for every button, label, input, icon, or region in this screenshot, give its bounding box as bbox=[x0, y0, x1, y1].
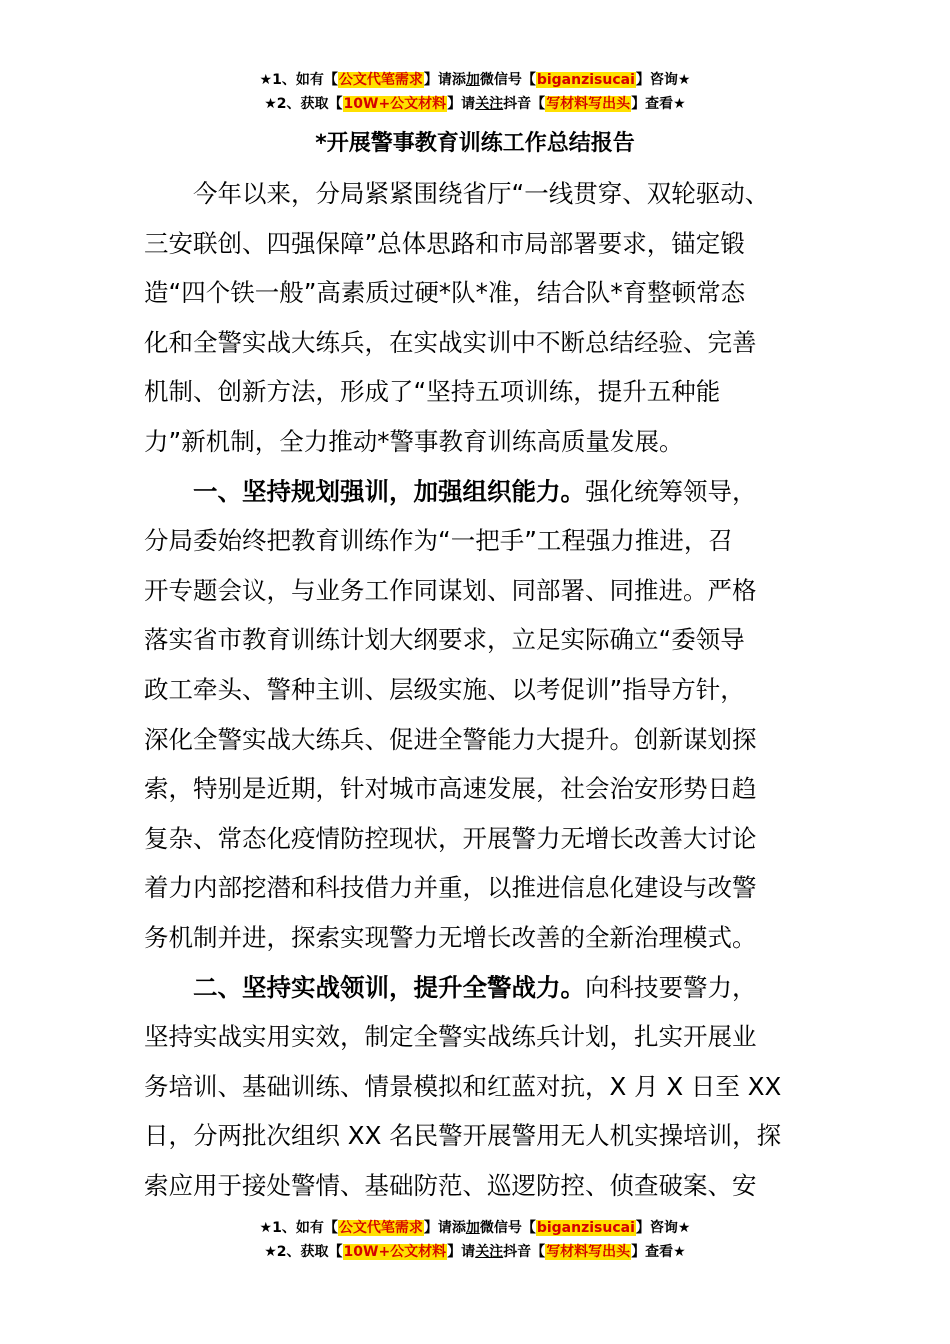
banner-text: 】请添 bbox=[423, 1220, 466, 1236]
banner-text: 】请 bbox=[447, 1244, 476, 1260]
line-text: 复杂、常态化疫情防控现状，开展警力无增长改善大讨论 bbox=[144, 823, 757, 853]
banner-text: 】查看★ bbox=[631, 96, 686, 112]
text-line bbox=[144, 1111, 814, 1161]
text-line bbox=[144, 268, 814, 318]
text-line bbox=[144, 665, 814, 715]
document-title: *开展警事教育训练工作总结报告 bbox=[315, 131, 635, 156]
document-body bbox=[144, 169, 814, 1210]
banner-text: ★1、如有【 bbox=[259, 72, 338, 88]
banner-text: ★1、如有【 bbox=[259, 1220, 338, 1236]
line-text: 着力内部挖潜和科技借力并重，以推进信息化建设与改警 bbox=[144, 873, 757, 903]
banner-underlined-text: 关注 bbox=[475, 96, 504, 112]
line-text: 务机制并进，探索实现警力无增长改善的全新治理模式。 bbox=[144, 922, 757, 952]
text-line bbox=[144, 1161, 814, 1211]
line-text: 分局委始终把教育训练作为“一把手”工程强力推进，召 bbox=[144, 526, 733, 556]
banner-highlight: biganzisucai bbox=[536, 1220, 635, 1236]
banner-underlined-text: 加 bbox=[465, 72, 480, 88]
line-text: 务培训、基础训练、情景模拟和红蓝对抗，X 月 X 日至 XX bbox=[144, 1071, 782, 1101]
banner-line-2 bbox=[0, 92, 950, 116]
line-text: 政工牵头、警种主训、层级实施、以考促训”指导方针， bbox=[144, 674, 745, 704]
footer-banner bbox=[0, 1216, 950, 1264]
banner-highlight: biganzisucai bbox=[536, 72, 635, 88]
section-heading: 二、坚持实战领训，提升全警战力。 bbox=[193, 972, 585, 1002]
text-line bbox=[144, 1062, 814, 1112]
text-line bbox=[144, 963, 814, 1013]
text-line bbox=[144, 318, 814, 368]
banner-underlined-text: 关注 bbox=[475, 1244, 504, 1260]
banner-text: 】咨询★ bbox=[635, 72, 691, 88]
banner-highlight: 公文代笔需求 bbox=[338, 72, 423, 88]
text-line bbox=[144, 1012, 814, 1062]
line-text: 索应用于接处警情、基础防范、巡逻防控、侦查破案、安 bbox=[144, 1170, 757, 1200]
banner-text: 】请添 bbox=[423, 72, 466, 88]
banner-text: 抖音【 bbox=[503, 96, 546, 112]
text-line bbox=[144, 764, 814, 814]
text-line bbox=[144, 715, 814, 765]
text-line bbox=[144, 566, 814, 616]
line-text: 落实省市教育训练计划大纲要求，立足实际确立“委领导 bbox=[144, 625, 745, 655]
line-text: 造“四个铁一般”高素质过硬*队*准，结合队*育整顿常态 bbox=[144, 278, 746, 308]
banner-text: 微信号【 bbox=[479, 1220, 536, 1236]
banner-text: 】请 bbox=[447, 96, 476, 112]
line-text: 今年以来，分局紧紧围绕省厅“一线贯穿、双轮驱动、 bbox=[193, 179, 770, 208]
text-line bbox=[144, 863, 814, 913]
line-text: 开专题会议，与业务工作同谋划、同部署、同推进。严格 bbox=[144, 575, 757, 605]
text-line bbox=[144, 814, 814, 864]
banner-underlined-text: 加 bbox=[465, 1220, 480, 1236]
header-banner bbox=[0, 68, 950, 116]
banner-text: ★2、获取【 bbox=[264, 1244, 343, 1260]
line-text: 力”新机制，全力推动*警事教育训练高质量发展。 bbox=[144, 426, 684, 456]
banner-highlight: 10W+公文材料 bbox=[343, 1244, 447, 1260]
text-line bbox=[144, 367, 814, 417]
text-line bbox=[144, 913, 814, 963]
banner-highlight: 10W+公文材料 bbox=[343, 96, 447, 112]
banner-line-2 bbox=[0, 1240, 950, 1264]
text-line bbox=[144, 169, 814, 219]
text-line bbox=[144, 615, 814, 665]
text-line bbox=[144, 219, 814, 269]
line-text: 深化全警实战大练兵、促进全警能力大提升。创新谋划探 bbox=[144, 724, 757, 754]
banner-line-1 bbox=[0, 1216, 950, 1240]
banner-text: 抖音【 bbox=[503, 1244, 546, 1260]
banner-text: 】咨询★ bbox=[635, 1220, 691, 1236]
line-text: 坚持实战实用实效，制定全警实战练兵计划，扎实开展业 bbox=[144, 1022, 757, 1052]
banner-text: 微信号【 bbox=[479, 72, 536, 88]
line-text: 三安联创、四强保障”总体思路和市局部署要求，锚定锻 bbox=[144, 228, 745, 258]
banner-line-1 bbox=[0, 68, 950, 92]
line-text: 日，分两批次组织 XX 名民警开展警用无人机实操培训，探 bbox=[144, 1121, 782, 1151]
banner-highlight: 写材料写出头 bbox=[546, 96, 631, 112]
banner-text: 】查看★ bbox=[631, 1244, 686, 1260]
line-text: 向科技要警力， bbox=[585, 972, 757, 1002]
text-line bbox=[144, 417, 814, 467]
line-text: 强化统筹领导， bbox=[585, 476, 757, 506]
section-heading: 一、坚持规划强训，加强组织能力。 bbox=[193, 476, 585, 506]
text-line bbox=[144, 467, 814, 517]
line-text: 化和全警实战大练兵，在实战实训中不断总结经验、完善 bbox=[144, 327, 757, 357]
banner-highlight: 公文代笔需求 bbox=[338, 1220, 423, 1236]
banner-highlight: 写材料写出头 bbox=[546, 1244, 631, 1260]
line-text: 机制、创新方法，形成了“坚持五项训练，提升五种能 bbox=[144, 377, 721, 407]
text-line bbox=[144, 516, 814, 566]
line-text: 索，特别是近期，针对城市高速发展，社会治安形势日趋 bbox=[144, 774, 757, 804]
banner-text: ★2、获取【 bbox=[264, 96, 343, 112]
